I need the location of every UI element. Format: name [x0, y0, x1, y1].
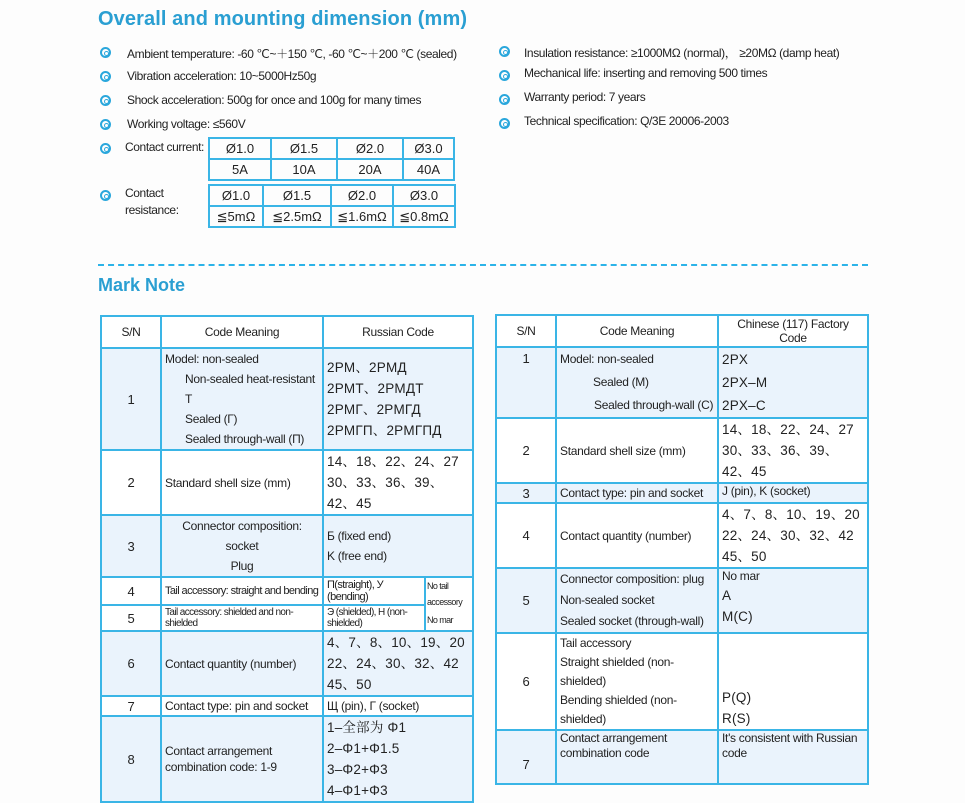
meaning-line: Sealed through-wall (C) [594, 398, 714, 412]
spec-insulation-resistance: Insulation resistance: ≥1000MΩ (normal)， ≥20MΩ (damp heat) [524, 46, 840, 60]
row-meaning: Standard shell size (mm) [161, 450, 323, 515]
table-cell: 10A [271, 159, 337, 180]
table-row [209, 206, 455, 227]
spec-ambient-temperature: Ambient temperature: -60 ℃~＋150 ℃, -60 ℃~＋200 ℃ (sealed) [127, 47, 457, 61]
header-russian-code: Russian Code [323, 316, 473, 348]
row-sn: 5 [496, 568, 556, 633]
row-sn: 3 [496, 483, 556, 503]
code-line: Б (fixed end) [327, 529, 392, 543]
bullet-icon [100, 190, 111, 201]
code-line: R(S) [722, 711, 751, 726]
row-code: Э (shielded), H (non-shielded) [323, 605, 425, 631]
row-meaning [161, 716, 323, 802]
bullet-icon [499, 118, 510, 129]
row-meaning: Standard shell size (mm) [556, 418, 718, 483]
meaning-line: Plug [230, 559, 254, 573]
row-meaning: Contact quantity (number) [556, 503, 718, 568]
table-cell: Ø1.5 [271, 138, 337, 159]
code-line: code [722, 746, 747, 760]
section-title-dimensions: Overall and mounting dimension (mm) [98, 8, 468, 30]
spec-mechanical-life: Mechanical life: inserting and removing 500 times [524, 66, 768, 80]
meaning-line: Connector composition: plug [560, 572, 704, 586]
code-line: 2PMT、2PMДT [327, 381, 424, 396]
row-sn: 1 [101, 348, 161, 450]
table-row [496, 633, 868, 730]
code-line: 1–全部为 Φ1 [327, 720, 407, 735]
header-code-meaning: Code Meaning [161, 316, 323, 348]
meaning-line: Sealed socket (through-wall) [560, 614, 704, 628]
table-row [209, 185, 455, 206]
table-cell: ≦1.6mΩ [331, 206, 393, 227]
table-row [101, 605, 473, 631]
meaning-line: combination code [560, 746, 650, 760]
table-row [496, 418, 868, 483]
header-sn: S/N [496, 315, 556, 347]
row-meaning [556, 347, 718, 418]
row-code [323, 515, 473, 577]
code-line: 22、24、30、32、42 [327, 656, 459, 671]
code-line: P(Q) [722, 690, 752, 705]
contact-current-table [208, 137, 455, 181]
table-row [496, 568, 868, 633]
meaning-line: Connector composition: socket [182, 519, 302, 553]
row-meaning [556, 730, 718, 784]
note-line: No tail accessory [427, 581, 463, 607]
table-cell: 20A [337, 159, 403, 180]
code-line: A [722, 588, 732, 603]
row-meaning: Tail accessory: shielded and non-shielded [161, 605, 323, 631]
row-code [718, 568, 868, 633]
meaning-line: Bending shielded (non-shielded) [560, 693, 677, 726]
meaning-line: Model: non-sealed [560, 352, 654, 366]
code-line: 4、7、8、10、19、20 [722, 507, 860, 522]
row-meaning: Contact type: pin and socket [161, 696, 323, 716]
merged-note [425, 577, 473, 631]
code-line: 2–Φ1+Φ1.5 [327, 741, 400, 756]
meaning-line: Straight shielded (non-shielded) [560, 655, 674, 688]
row-meaning: Contact type: pin and socket [556, 483, 718, 503]
bullet-icon [499, 94, 510, 105]
code-line: 30、33、36、39、42、45 [327, 475, 444, 511]
code-line: 2PM、2PMД [327, 360, 407, 375]
header-factory-code: Chinese (117) Factory Code [718, 315, 868, 347]
spec-vibration: Vibration acceleration: 10~5000Hz50g [127, 69, 317, 83]
meaning-line: Contact arrangement [165, 744, 273, 758]
row-code: J (pin), K (socket) [718, 483, 868, 503]
code-line: 4、7、8、10、19、20 [327, 635, 465, 650]
row-sn: 4 [101, 577, 161, 605]
contact-resistance-table [208, 184, 456, 228]
table-row [101, 696, 473, 716]
table-row [496, 347, 868, 418]
table-cell: Ø1.0 [209, 185, 263, 206]
row-code: П(straight), У (bending) [323, 577, 425, 605]
code-line: 45、50 [327, 677, 372, 692]
table-header-row [496, 315, 868, 347]
spec-working-voltage: Working voltage: ≤560V [127, 117, 246, 131]
meaning-line: combination code: 1-9 [165, 760, 277, 774]
table-cell: Ø2.0 [337, 138, 403, 159]
row-code [323, 348, 473, 450]
code-line: 2PMГ、2PMГД [327, 402, 421, 417]
code-line: 2PX–C [722, 398, 766, 413]
header-sn: S/N [101, 316, 161, 348]
row-sn: 5 [101, 605, 161, 631]
bullet-icon [100, 143, 111, 154]
bullet-icon [100, 47, 111, 58]
code-line: 4–Φ1+Φ3 [327, 783, 388, 798]
code-line: 2PX [722, 352, 749, 367]
bullet-icon [100, 119, 111, 130]
code-line: 14、18、22、24、27 [327, 454, 459, 469]
row-sn: 2 [101, 450, 161, 515]
table-cell: Ø3.0 [403, 138, 454, 159]
row-code [718, 503, 868, 568]
row-sn: 6 [496, 633, 556, 730]
row-code [323, 716, 473, 802]
row-sn: 4 [496, 503, 556, 568]
row-sn: 8 [101, 716, 161, 802]
code-line: 2PX–M [722, 375, 768, 390]
bullet-icon [499, 46, 510, 57]
row-sn: 7 [496, 730, 556, 784]
row-sn: 7 [101, 696, 161, 716]
chinese-code-table [495, 314, 869, 785]
bullet-icon [100, 71, 111, 82]
bullet-icon [499, 70, 510, 81]
note-line: No mar [427, 615, 453, 625]
meaning-line: Contact arrangement [560, 731, 668, 745]
section-divider [98, 264, 868, 266]
table-row [209, 159, 454, 180]
meaning-line: Tail accessory [560, 636, 632, 650]
code-line: It's consistent with Russian [722, 731, 858, 745]
row-meaning [161, 515, 323, 577]
row-sn: 6 [101, 631, 161, 696]
contact-resistance-label-line1: Contact [125, 186, 164, 200]
table-cell: ≦5mΩ [209, 206, 263, 227]
code-line: 3–Φ2+Φ3 [327, 762, 388, 777]
table-row [496, 483, 868, 503]
code-line: 2PMГП、2PMГПД [327, 423, 442, 438]
table-row [101, 515, 473, 577]
code-line: No mar [722, 569, 760, 583]
row-meaning [556, 568, 718, 633]
table-row [209, 138, 454, 159]
table-cell: 40A [403, 159, 454, 180]
table-cell: Ø2.0 [331, 185, 393, 206]
contact-current-label: Contact current: [125, 140, 204, 154]
spec-warranty: Warranty period: 7 years [524, 90, 646, 104]
code-line: 22、24、30、32、42 [722, 528, 854, 543]
spec-technical-spec: Technical specification: Q/3E 20006-2003 [524, 114, 729, 128]
table-cell: ≦0.8mΩ [393, 206, 455, 227]
meaning-line: Sealed through-wall (П) [185, 432, 305, 446]
spec-shock: Shock acceleration: 500g for once and 100g for many times [127, 93, 422, 107]
table-row [496, 730, 868, 784]
row-code [718, 347, 868, 418]
row-code [718, 418, 868, 483]
row-sn: 1 [496, 347, 556, 418]
row-code: Щ (pin), Г (socket) [323, 696, 473, 716]
row-meaning [556, 633, 718, 730]
code-line: K (free end) [327, 549, 387, 563]
table-row [101, 716, 473, 802]
row-code [718, 730, 868, 784]
section-title-mark-note: Mark Note [98, 275, 186, 295]
table-cell: Ø1.5 [263, 185, 331, 206]
row-meaning [161, 348, 323, 450]
table-cell: 5A [209, 159, 271, 180]
meaning-line: Non-sealed heat-resistant T [185, 372, 315, 406]
table-row [496, 503, 868, 568]
row-sn: 2 [496, 418, 556, 483]
meaning-line: Model: non-sealed [165, 352, 259, 366]
meaning-line: Sealed (Г) [185, 412, 238, 426]
row-code [323, 450, 473, 515]
code-line: 14、18、22、24、27 [722, 422, 854, 437]
table-row [101, 631, 473, 696]
russian-code-table [100, 315, 474, 803]
code-line: 30、33、36、39、42、45 [722, 443, 839, 479]
row-code [718, 633, 868, 730]
meaning-line: Non-sealed socket [560, 593, 655, 607]
row-meaning: Contact quantity (number) [161, 631, 323, 696]
bullet-icon [100, 95, 111, 106]
code-line: M(C) [722, 609, 753, 624]
meaning-line: Sealed (M) [593, 375, 649, 389]
header-code-meaning: Code Meaning [556, 315, 718, 347]
table-cell: Ø1.0 [209, 138, 271, 159]
table-row [101, 348, 473, 450]
table-cell: Ø3.0 [393, 185, 455, 206]
row-meaning: Tail accessory: straight and bending [161, 577, 323, 605]
table-row [101, 577, 473, 605]
contact-resistance-label-line2: resistance: [125, 203, 179, 217]
row-sn: 3 [101, 515, 161, 577]
table-row [101, 450, 473, 515]
row-code [323, 631, 473, 696]
table-header-row [101, 316, 473, 348]
table-cell: ≦2.5mΩ [263, 206, 331, 227]
code-line: 45、50 [722, 549, 767, 564]
